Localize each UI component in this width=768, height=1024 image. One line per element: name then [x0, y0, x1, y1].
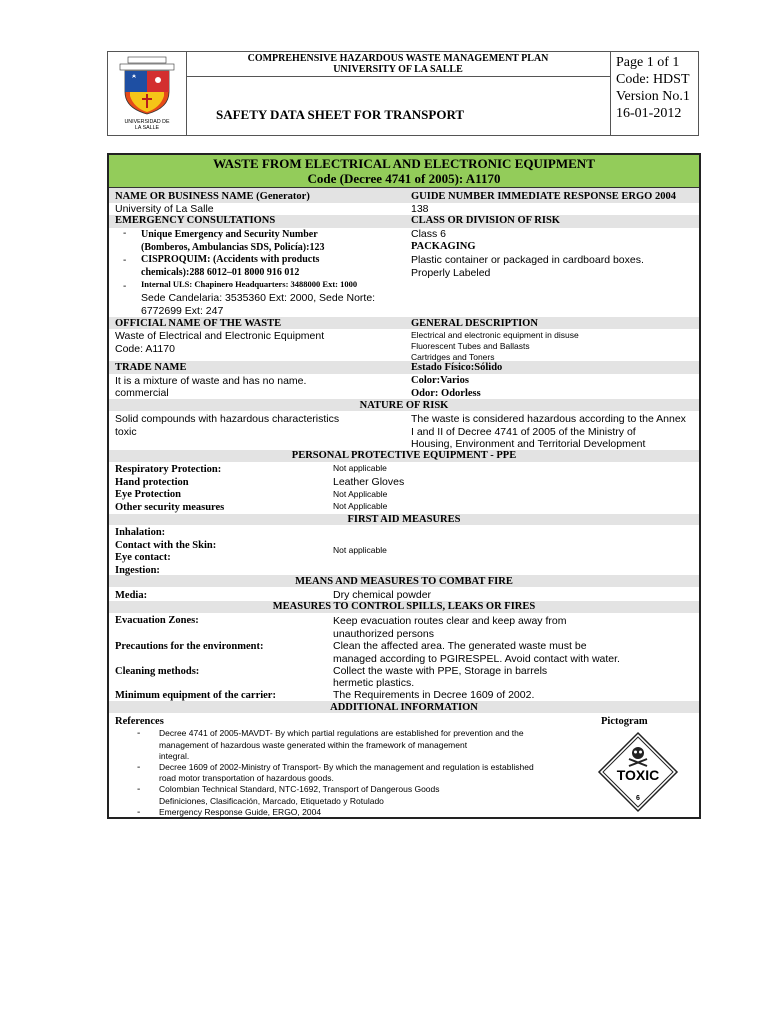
reference-3b: Definiciones, Clasificación, Marcado, Etiquetado y Rotulado — [159, 796, 384, 806]
emergency-number-1b: (Bomberos, Ambulancias SDS, Policía):123 — [141, 242, 325, 253]
guide-number-value: 138 — [411, 203, 429, 215]
plan-title-block — [186, 52, 610, 77]
general-description-2: Fluorescent Tubes and Ballasts — [411, 341, 530, 351]
generator-name-value: University of La Salle — [115, 203, 214, 215]
sheet-title: WASTE FROM ELECTRICAL AND ELECTRONIC EQUIPMENT — [213, 156, 595, 171]
fire-media-label: Media: — [115, 590, 148, 601]
generator-name-label: NAME OR BUSINESS NAME (Generator) — [115, 191, 310, 202]
ppe-eye-label: Eye Protection — [115, 489, 181, 500]
reference-1b: management of hazardous waste generated within the framework of management — [159, 740, 468, 750]
document-control-cell — [612, 52, 698, 135]
emergency-cisproquim-2: chemicals):288 6012–01 8000 916 012 — [141, 267, 300, 278]
additional-info-header: ADDITIONAL INFORMATION — [330, 702, 478, 713]
precautions-value-2: managed according to PGIRESPEL. Avoid contact with water. — [333, 653, 620, 665]
plan-title: COMPREHENSIVE HAZARDOUS WASTE MANAGEMENT PLAN — [247, 53, 549, 64]
header-title-cell — [186, 52, 611, 135]
safety-data-sheet: WASTE FROM ELECTRICAL AND ELECTRONIC EQUIPMENT Code (Decree 4741 of 2005): A1170 NAME OR BUSINESS NAME (Generator) GUIDE NUMBER IMMEDIATE RESPONSE ERGO 2004 University of La Salle 138 EMERGENCY CONSULTATIONS CLASS OR DIVISION OF RISK - Unique Emergency and Security Number Class 6 (Bomberos, Ambulancias SDS, Policía):123 PACKAGING - CISPROQUIM: (Accidents with products Plastic container or packaged in cardboard boxes. chemicals):288 6012–01 8000 916 012 Properly Labeled - Internal ULS: Chapinero Headquarters: 3488000 Ext: 1000 Sede Candelaria: 3535360 Ext: 2000, Sede Norte: 6772699 Ext: 247 OFFICIAL NAME OF THE WASTE GENERAL DESCRIPTION Waste of Electrical and Electronic Equipment Electrical and electronic equipment in disuse Fluorescent Tubes and Ballasts Code: A1170 Cartridges and Toners TRADE NAME Estado Físico:Sólido It is a mixture of waste and has no name. Color:Varios commercial Odor: Odorless NATURE OF RISK Solid compounds with hazardous characteristics The waste is considered hazardous according to the Annex toxic I and II of Decree 4741 of 2005 of the Ministry of Housing, Environment and Territorial Development PERSONAL PROTECTIVE EQUIPMENT - PPE Respiratory Protection: Not applicable Hand protection Leather Gloves Eye Protection Not Applicable Other security measures Not Applicable FIRST AID MEASURES Inhalation: Contact with the Skin: Not applicable Eye contact: Ingestion: MEANS AND MEASURES TO COMBAT FIRE Media: Dry chemical powder MEASURES TO CONTROL SPILLS, LEAKS OR FIRES Evacuation Zones: Keep evacuation routes clear and keep away from unauthorized persons Precautions for the environment: Clean the affected area. The generated waste must be managed according to PGIRESPEL. Avoid contact with water. Cleaning methods: Collect the waste with PPE, Storage in barrels hermetic plastics. Minimum equipment of the carrier: The Requirements in Decree 1609 of 2002. ADDITIONAL INFORMATION References Pictogram - Decree 4741 of 2005-MAVDT- By which partial regulations are established for prevention and the management of hazardous waste generated within the framework of management integral. - Decree 1609 of 2002-Ministry of Transport- By which the management and regulation is established road motor transportation of hazardous goods. - Colombian Technical Standard, NTC-1692, Transport of Dangerous Goods Definiciones, Clasificación, Marcado, Etiquetado y Rotulado - Emergency Response Guide, ERGO, 2004 TOXIC 6 — [107, 153, 701, 819]
references-label: References — [115, 716, 164, 727]
physical-state: Estado Físico:Sólido — [411, 362, 503, 373]
official-name-label: OFFICIAL NAME OF THE WASTE — [115, 318, 282, 329]
logo-cell — [108, 52, 187, 135]
general-description-label: GENERAL DESCRIPTION — [411, 318, 538, 329]
sheet-title-band — [109, 155, 699, 188]
ppe-eye-value: Not Applicable — [333, 489, 388, 499]
nature-left-2: toxic — [115, 426, 137, 438]
cleaning-value-2: hermetic plastics. — [333, 677, 415, 689]
trade-name-1: It is a mixture of waste and has no name. — [115, 375, 307, 387]
evacuation-value-2: unauthorized persons — [333, 628, 434, 640]
official-name-1: Waste of Electrical and Electronic Equipment — [115, 330, 325, 342]
first-aid-skin: Contact with the Skin: — [115, 540, 217, 551]
first-aid-value: Not applicable — [333, 545, 387, 555]
fire-header: MEANS AND MEASURES TO COMBAT FIRE — [295, 576, 513, 587]
precautions-label: Precautions for the environment: — [115, 641, 264, 652]
reference-2a: Decree 1609 of 2002-Ministry of Transport- By which the management and regulation is established — [159, 762, 534, 772]
university-shield-icon — [108, 52, 186, 135]
first-aid-inhalation: Inhalation: — [115, 527, 166, 538]
svg-text:6: 6 — [636, 795, 640, 802]
guide-number-label: GUIDE NUMBER IMMEDIATE RESPONSE ERGO 2004 — [411, 191, 676, 202]
class-value: Class 6 — [411, 228, 447, 240]
color-value: Color:Varios — [411, 375, 469, 386]
official-name-2: Code: A1170 — [115, 343, 175, 355]
cleaning-value-1: Collect the waste with PPE, Storage in barrels — [333, 665, 548, 677]
packaging-label: PACKAGING — [411, 241, 476, 252]
trade-name-label: TRADE NAME — [115, 362, 187, 373]
reference-4: Emergency Response Guide, ERGO, 2004 — [159, 807, 322, 817]
packaging-value-2: Properly Labeled — [411, 267, 491, 279]
nature-left-1: Solid compounds with hazardous characteristics — [115, 413, 340, 425]
carrier-equipment-value: The Requirements in Decree 1609 of 2002. — [333, 689, 535, 701]
nature-right-3: Housing, Environment and Territorial Development — [411, 438, 646, 450]
svg-text:UNIVERSIDAD DE: UNIVERSIDAD DE — [124, 119, 170, 125]
university-name: UNIVERSITY OF LA SALLE — [333, 64, 463, 75]
ppe-other-label: Other security measures — [115, 502, 225, 513]
reference-3a: Colombian Technical Standard, NTC-1692, Transport of Dangerous Goods — [159, 784, 440, 794]
emergency-sedes-2: 6772699 Ext: 247 — [141, 305, 224, 317]
toxic-diamond-icon — [597, 731, 679, 813]
svg-text:LA SALLE: LA SALLE — [134, 125, 160, 131]
document-date: 16-01-2012 — [616, 106, 682, 121]
page-number: Page 1 of 1 — [616, 55, 680, 70]
emergency-label: EMERGENCY CONSULTATIONS — [115, 215, 276, 226]
nature-of-risk-header: NATURE OF RISK — [359, 400, 449, 411]
packaging-value-1: Plastic container or packaged in cardboard boxes. — [411, 254, 644, 266]
svg-text:TOXIC: TOXIC — [616, 767, 660, 783]
evacuation-value-1: Keep evacuation routes clear and keep away from — [333, 615, 567, 627]
class-label: CLASS OR DIVISION OF RISK — [411, 215, 560, 226]
nature-right-1: The waste is considered hazardous according to the Annex — [411, 413, 686, 425]
first-aid-eye: Eye contact: — [115, 552, 171, 563]
trade-name-2: commercial — [115, 387, 169, 399]
document-header — [107, 51, 699, 136]
ppe-hand-label: Hand protection — [115, 477, 189, 488]
cleaning-label: Cleaning methods: — [115, 666, 200, 677]
ppe-respiratory-label: Respiratory Protection: — [115, 464, 222, 475]
evacuation-label: Evacuation Zones: — [115, 615, 199, 626]
reference-1c: integral. — [159, 751, 190, 761]
emergency-number-1: Unique Emergency and Security Number — [141, 229, 318, 240]
odor-value: Odor: Odorless — [411, 388, 481, 399]
pictogram-label: Pictogram — [601, 716, 648, 727]
spills-header: MEASURES TO CONTROL SPILLS, LEAKS OR FIRES — [272, 601, 536, 612]
first-aid-header: FIRST AID MEASURES — [347, 514, 461, 525]
nature-right-2: I and II of Decree 4741 of 2005 of the Ministry of — [411, 426, 636, 438]
precautions-value-1: Clean the affected area. The generated waste must be — [333, 640, 587, 652]
carrier-equipment-label: Minimum equipment of the carrier: — [115, 690, 276, 701]
document-code: Code: HDST — [616, 72, 690, 87]
emergency-cisproquim: CISPROQUIM: (Accidents with products — [141, 254, 320, 265]
first-aid-ingestion: Ingestion: — [115, 565, 160, 576]
general-description-1: Electrical and electronic equipment in disuse — [411, 330, 579, 340]
document-title: SAFETY DATA SHEET FOR TRANSPORT — [216, 107, 465, 122]
sheet-code: Code (Decree 4741 of 2005): A1170 — [307, 171, 501, 186]
ppe-header: PERSONAL PROTECTIVE EQUIPMENT - PPE — [291, 450, 517, 461]
emergency-internal: Internal ULS: Chapinero Headquarters: 3488000 Ext: 1000 — [141, 279, 358, 289]
ppe-hand-value: Leather Gloves — [333, 476, 405, 488]
emergency-sedes-1: Sede Candelaria: 3535360 Ext: 2000, Sede Norte: — [141, 292, 376, 304]
ppe-other-value: Not Applicable — [333, 501, 388, 511]
general-description-3: Cartridges and Toners — [411, 352, 495, 362]
fire-media-value: Dry chemical powder — [333, 589, 432, 601]
document-version: Version No.1 — [616, 89, 690, 104]
reference-2b: road motor transportation of hazardous goods. — [159, 773, 334, 783]
reference-1a: Decree 4741 of 2005-MAVDT- By which partial regulations are established for prevention and the — [159, 728, 524, 738]
ppe-respiratory-value: Not applicable — [333, 463, 387, 473]
